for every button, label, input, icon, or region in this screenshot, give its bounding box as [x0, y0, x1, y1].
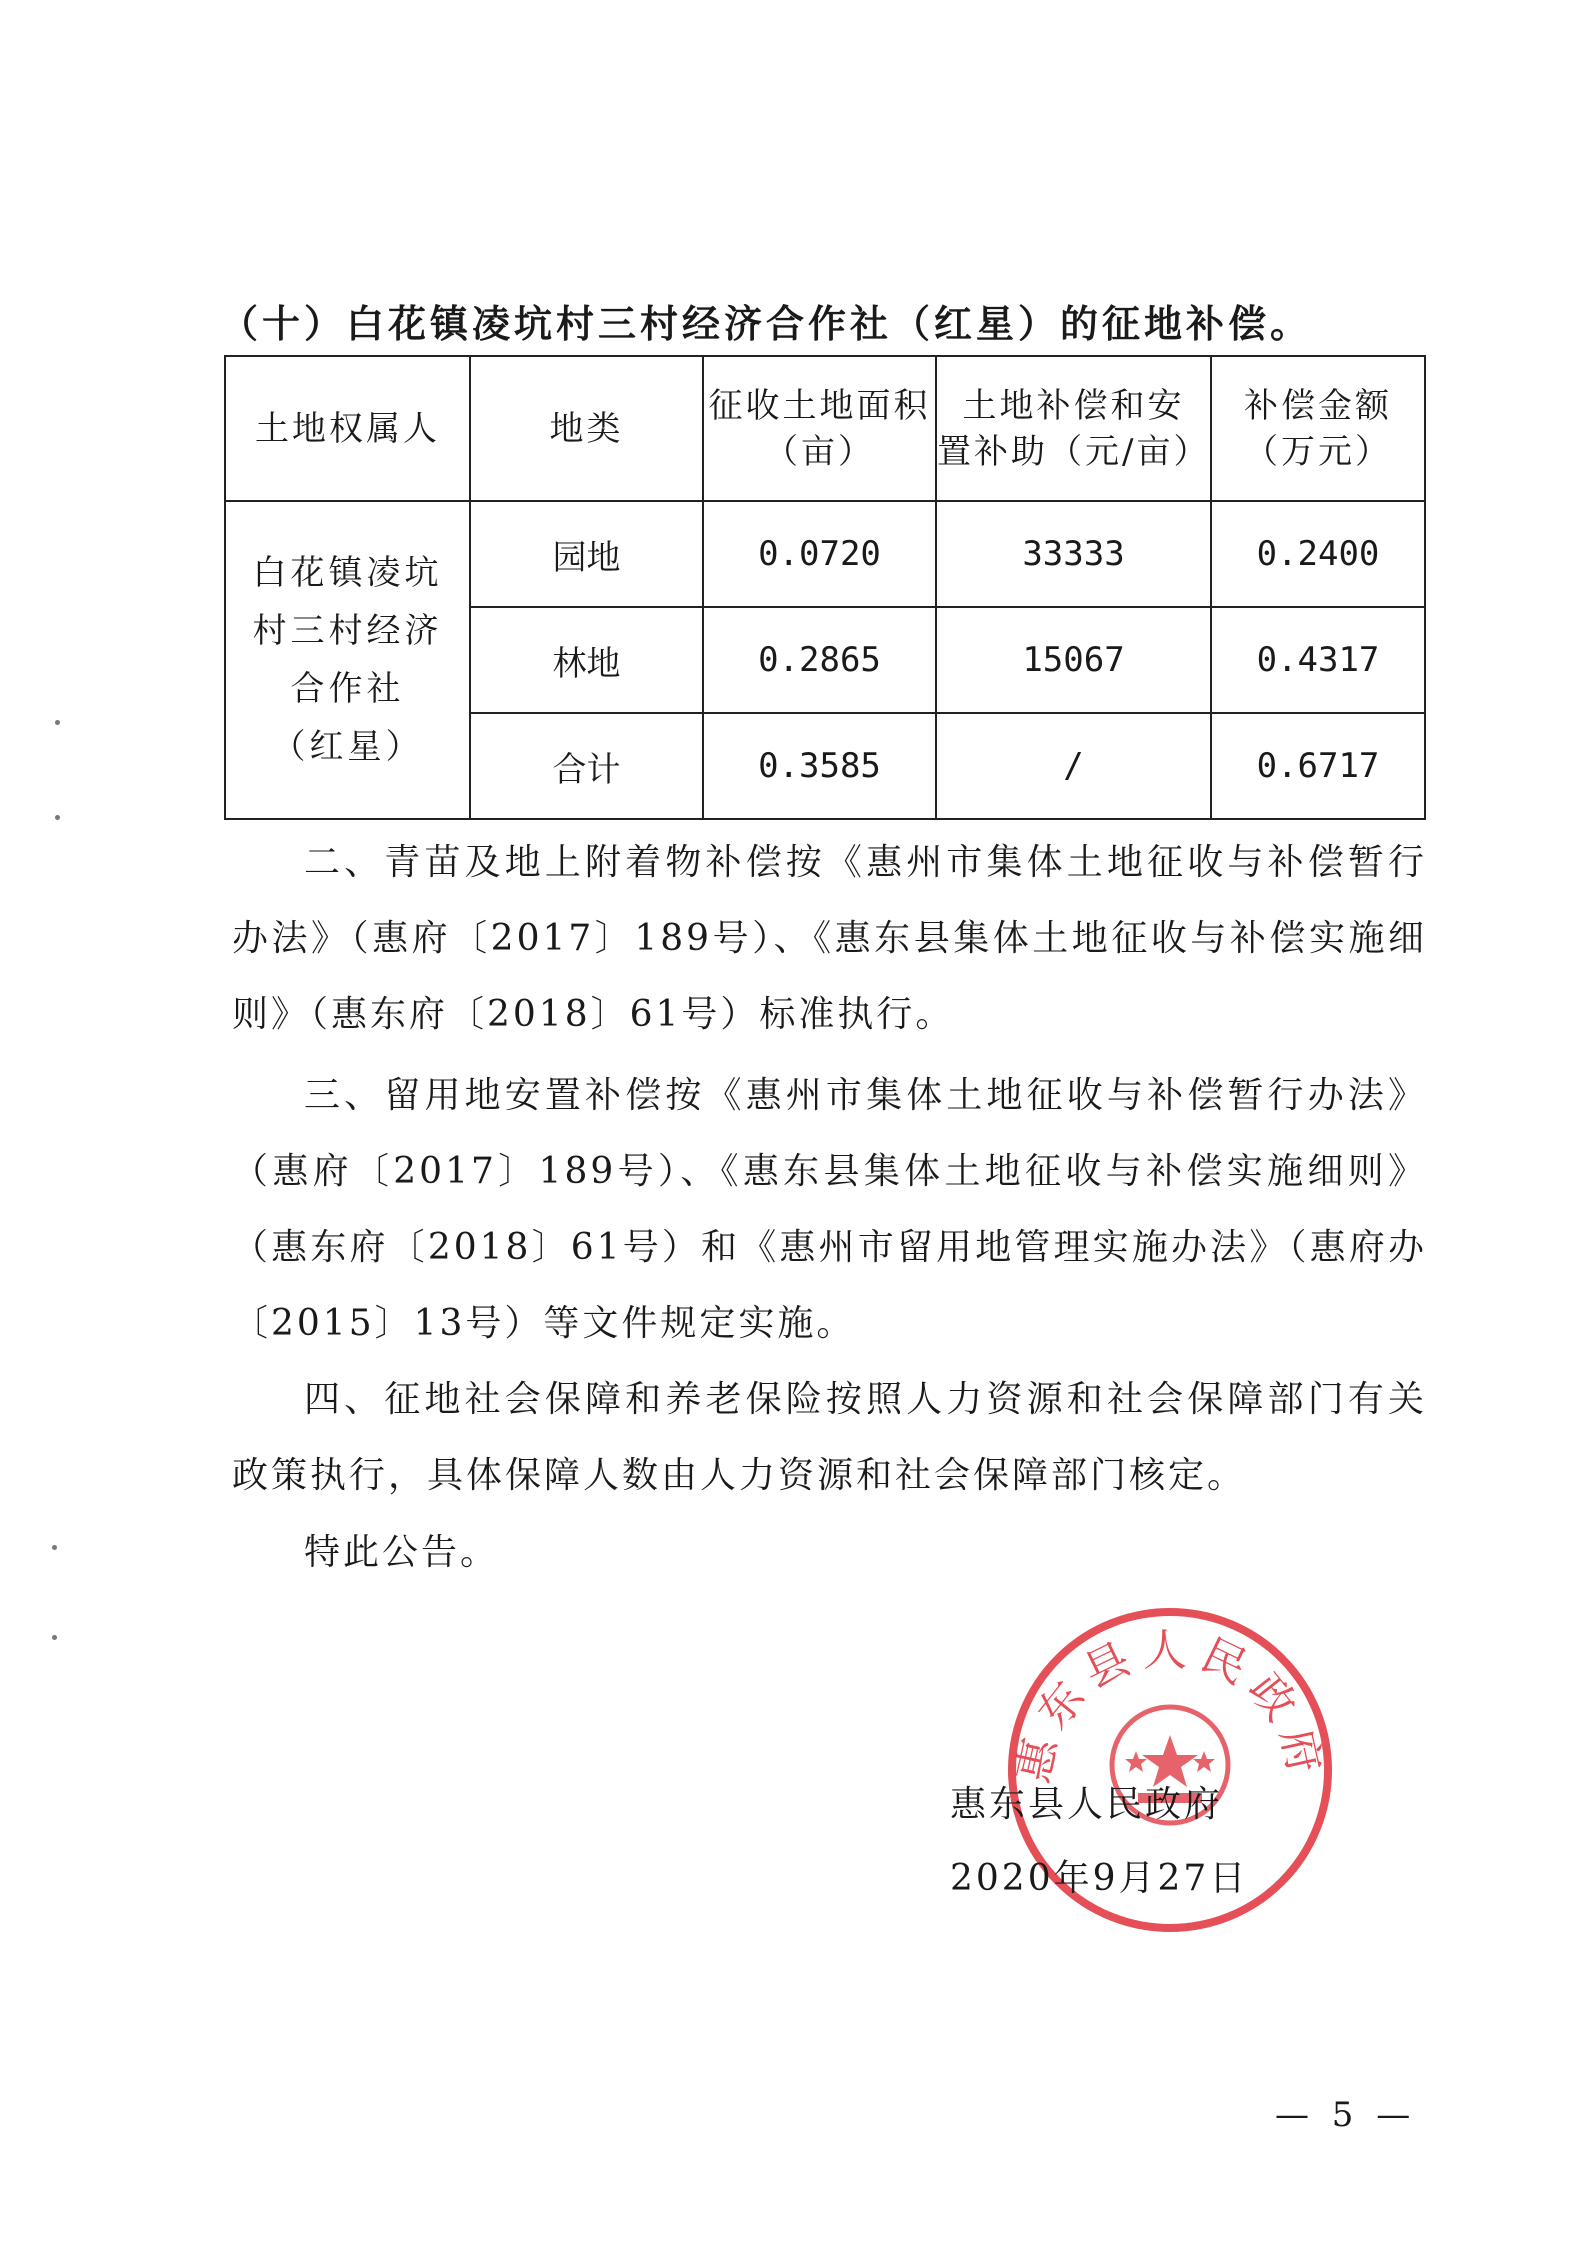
cell-land-type: 园地 [470, 501, 703, 607]
owner-line: 合作社 [290, 669, 405, 709]
cell-land-type: 合计 [470, 713, 703, 819]
table-row [225, 501, 1425, 607]
owner-line: （红星） [271, 727, 424, 767]
paragraph-reserved-land: 三、留用地安置补偿按《惠州市集体土地征收与补偿暂行办法》（惠府〔2017〕189号）、《惠东县集体土地征收与补偿实施细则》（惠东府〔2018〕61号）和《惠州市留用地管理实施办法》（惠府办〔2015〕13号）等文件规定实施。 [232, 1075, 1427, 1344]
paragraph-closing: 特此公告。 [304, 1532, 500, 1573]
section-title: （十）白花镇凌坑村三村经济合作社（红星）的征地补偿。 [220, 301, 1313, 346]
scan-speck [52, 1635, 57, 1640]
header-amount [1211, 356, 1425, 501]
header-amount-line1: 补偿金额 [1244, 385, 1392, 426]
header-area-line2: （亩） [764, 431, 875, 472]
cell-rate: / [936, 713, 1211, 819]
header-area-line1: 征收土地面积 [708, 385, 931, 426]
cell-area: 0.2865 [703, 607, 936, 713]
paragraph-seedlings: 二、青苗及地上附着物补偿按《惠州市集体土地征收与补偿暂行办法》（惠府〔2017〕189号）、《惠东县集体土地征收与补偿实施细则》（惠东府〔2018〕61号）标准执行。 [232, 842, 1427, 1035]
header-rate-line2: 置补助（元/亩） [937, 431, 1211, 472]
cell-amount: 0.4317 [1211, 607, 1425, 713]
compensation-table [224, 355, 1426, 820]
cell-rate: 15067 [936, 607, 1211, 713]
page-number: — 5 — [1275, 2095, 1417, 2135]
table-header-row [225, 356, 1425, 501]
cell-land-type: 林地 [470, 607, 703, 713]
scan-speck [55, 720, 60, 725]
scan-speck [52, 1545, 57, 1550]
header-area [703, 356, 936, 501]
cell-area: 0.0720 [703, 501, 936, 607]
owner-cell [225, 501, 470, 819]
svg-text:惠东县人民政府: 惠东县人民政府 [1007, 1625, 1333, 1788]
owner-line: 村三村经济 [252, 611, 443, 651]
signature-org: 惠东县人民政府 [950, 1784, 1224, 1825]
header-owner: 土地权属人 [225, 356, 470, 501]
cell-amount: 0.6717 [1211, 713, 1425, 819]
scan-speck [55, 815, 60, 820]
cell-area: 0.3585 [703, 713, 936, 819]
paragraph-social-security: 四、征地社会保障和养老保险按照人力资源和社会保障部门有关政策执行，具体保障人数由人力资源和社会保障部门核定。 [232, 1379, 1427, 1496]
header-land-type: 地类 [470, 356, 703, 501]
owner-line: 白花镇凌坑 [252, 553, 443, 593]
signature-date: 2020年9月27日 [950, 1858, 1249, 1899]
header-rate [936, 356, 1211, 501]
cell-rate: 33333 [936, 501, 1211, 607]
header-amount-line2: （万元） [1244, 431, 1392, 472]
header-rate-line1: 土地补偿和安 [962, 385, 1185, 426]
cell-amount: 0.2400 [1211, 501, 1425, 607]
